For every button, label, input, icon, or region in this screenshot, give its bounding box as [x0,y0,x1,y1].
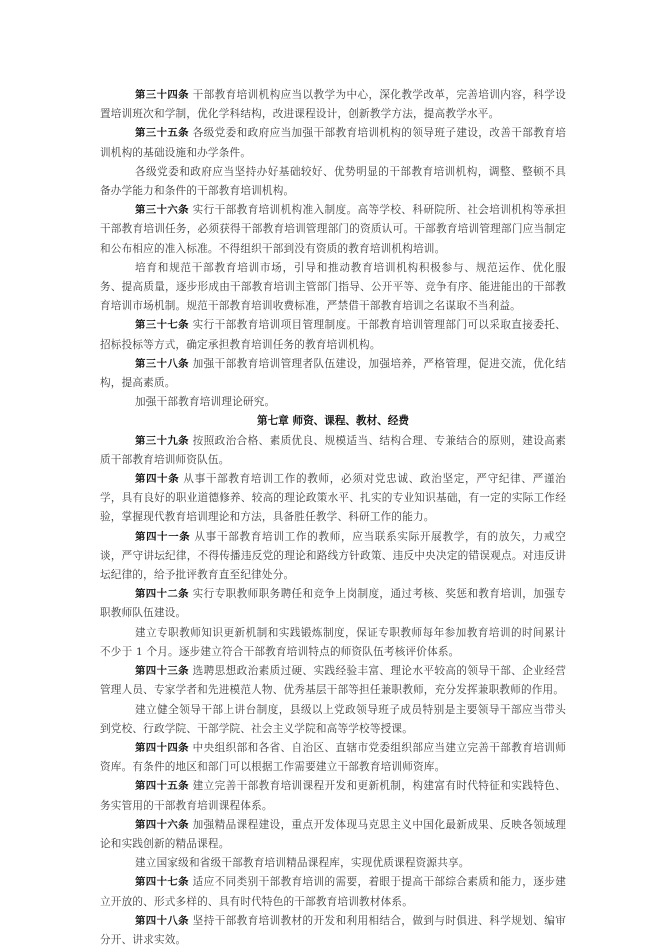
paragraph [100,624,566,662]
article-body: 实行干部教育培训机构准入制度。高等学校、科研院所、社会培训机构等承担干部教育培训任务，必须获得干部教育培训管理部门的资质认可。干部教育培训管理部门应当制定和公布相应的准入标准。不得组织干部到没有资质的教育培训机构培训。 [100,204,566,255]
paragraph-article-45 [100,777,566,815]
article-body: 坚持干部教育培训教材的开发和利用相结合，做到与时俱进、科学规划、编审分开、讲求实效。 [100,914,566,946]
paragraph [100,701,566,739]
paragraph-article-48 [100,912,566,950]
paragraph-article-34 [100,86,566,124]
article-heading: 第四十三条 [135,665,189,678]
article-heading: 第三十九条 [135,434,189,447]
article-body: 从事干部教育培训工作的教师，应当联系实际开展教学，有的放矢，力戒空谈，严守讲坛纪律，不得传播违反党的理论和路线方针政策、违反中央决定的错误观点。对违反讲坛纪律的，给予批评教育直至纪律处分。 [100,530,566,582]
paragraph-article-38 [100,355,566,393]
article-heading: 第四十二条 [135,588,189,601]
paragraph-article-35 [100,124,566,162]
article-body: 各级党委和政府应当加强干部教育培训机构的领导班子建设，改善干部教育培训机构的基础设施和办学条件。 [100,127,566,159]
paragraph-article-36 [100,201,566,259]
article-heading: 第四十六条 [135,818,189,831]
paragraph [100,163,566,201]
article-body: 适应不同类别干部教育培训的需要，着眼于提高干部综合素质和能力，逐步建立开放的、形式多样的、具有时代特色的干部教育培训教材体系。 [100,876,566,908]
article-heading: 第三十五条 [135,127,189,140]
paragraph [100,259,566,317]
article-body: 实行专职教师职务聘任和竞争上岗制度，通过考核、奖惩和教育培训，加强专职教师队伍建设。 [100,588,566,620]
article-body: 从事干部教育培训工作的教师，必须对党忠诚、政治坚定，严守纪律、严谨治学，具有良好的职业道德修养、较高的理论政策水平、扎实的专业知识基础，有一定的实际工作经验，掌握现代教育培训理论和方法，具备胜任教学、科研工作的能力。 [100,473,566,524]
article-body: 实行干部教育培训项目管理制度。干部教育培训管理部门可以采取直接委托、招标投标等方式，确定承担教育培训任务的教育培训机构。 [100,319,566,351]
article-heading: 第三十六条 [135,204,189,217]
paragraph-article-41 [100,528,566,586]
article-heading: 第四十五条 [135,780,189,793]
paragraph-article-46 [100,816,566,854]
paragraph-body: 建立健全领导干部上讲台制度，县级以上党政领导班子成员特别是主要领导干部应当带头到党校、行政学院、干部学院、社会主义学院和高等学校等授课。 [100,703,566,735]
paragraph-article-43 [100,662,566,700]
article-heading: 第三十七条 [135,319,189,332]
paragraph-body: 建立国家级和省级干部教育培训精品课程库，实现优质课程资源共享。 [135,857,470,870]
document-page [100,86,566,950]
article-heading: 第四十七条 [135,876,189,889]
paragraph-body: 各级党委和政府应当坚持办好基础较好、优势明显的干部教育培训机构，调整、整顿不具备办学能力和条件的干部教育培训机构。 [100,165,566,198]
article-heading: 第四十一条 [135,530,191,543]
paragraph-article-39 [100,432,566,470]
article-heading: 第四十八条 [135,914,189,927]
paragraph-article-47 [100,873,566,911]
chapter-title: 第七章 师资、课程、教材、经费 [257,415,409,428]
paragraph-body: 建立专职教师知识更新机制和实践锻炼制度，保证专职教师每年参加教育培训的时间累计不少于 1 个月。逐步建立符合干部教育培训特点的师资队伍考核评价体系。 [100,626,566,658]
paragraph-body: 培育和规范干部教育培训市场，引导和推动教育培训机构积极参与、规范运作、优化服务、提高质量，逐步形成由干部教育培训主管部门指导、公开平等、竞争有序、能进能出的干部教育培训市场机制。规范干部教育培训收费标准，严禁借干部教育培训之名谋取不当利益。 [100,261,566,313]
article-heading: 第四十条 [135,473,180,486]
article-body: 中央组织部和各省、自治区、直辖市党委组织部应当建立完善干部教育培训师资库。有条件的地区和部门可以根据工作需要建立干部教育培训师资库。 [100,741,566,774]
article-body: 选聘思想政治素质过硬、实践经验丰富、理论水平较高的领导干部、企业经营管理人员、专家学者和先进模范人物、优秀基层干部等担任兼职教师，充分发挥兼职教师的作用。 [100,665,566,697]
article-heading: 第三十四条 [135,89,189,101]
paragraph-article-44 [100,739,566,777]
article-body: 建立完善干部教育培训课程开发和更新机制，构建富有时代特征和实践特色、务实管用的干部教育培训课程体系。 [100,780,566,812]
article-heading: 第四十四条 [135,741,189,754]
article-heading: 第三十八条 [135,357,189,370]
paragraph [100,393,566,412]
article-body: 按照政治合格、素质优良、规模适当、结构合理、专兼结合的原则，建设高素质干部教育培训师资队伍。 [100,434,566,466]
paragraph [100,854,566,873]
paragraph-article-40 [100,470,566,528]
paragraph-body: 加强干部教育培训理论研究。 [135,396,276,409]
article-body: 加强干部教育培训管理者队伍建设，加强培养，严格管理，促进交流，优化结构，提高素质。 [100,357,566,390]
article-body: 干部教育培训机构应当以教学为中心，深化教学改革，完善培训内容，科学设置培训班次和学制，优化学科结构，改进课程设计，创新教学方法，提高教学水平。 [100,89,566,121]
article-body: 加强精品课程建设，重点开发体现马克思主义中国化最新成果、反映各领域理论和实践创新的精品课程。 [100,818,566,850]
paragraph-article-42 [100,585,566,623]
paragraph-article-37 [100,316,566,354]
